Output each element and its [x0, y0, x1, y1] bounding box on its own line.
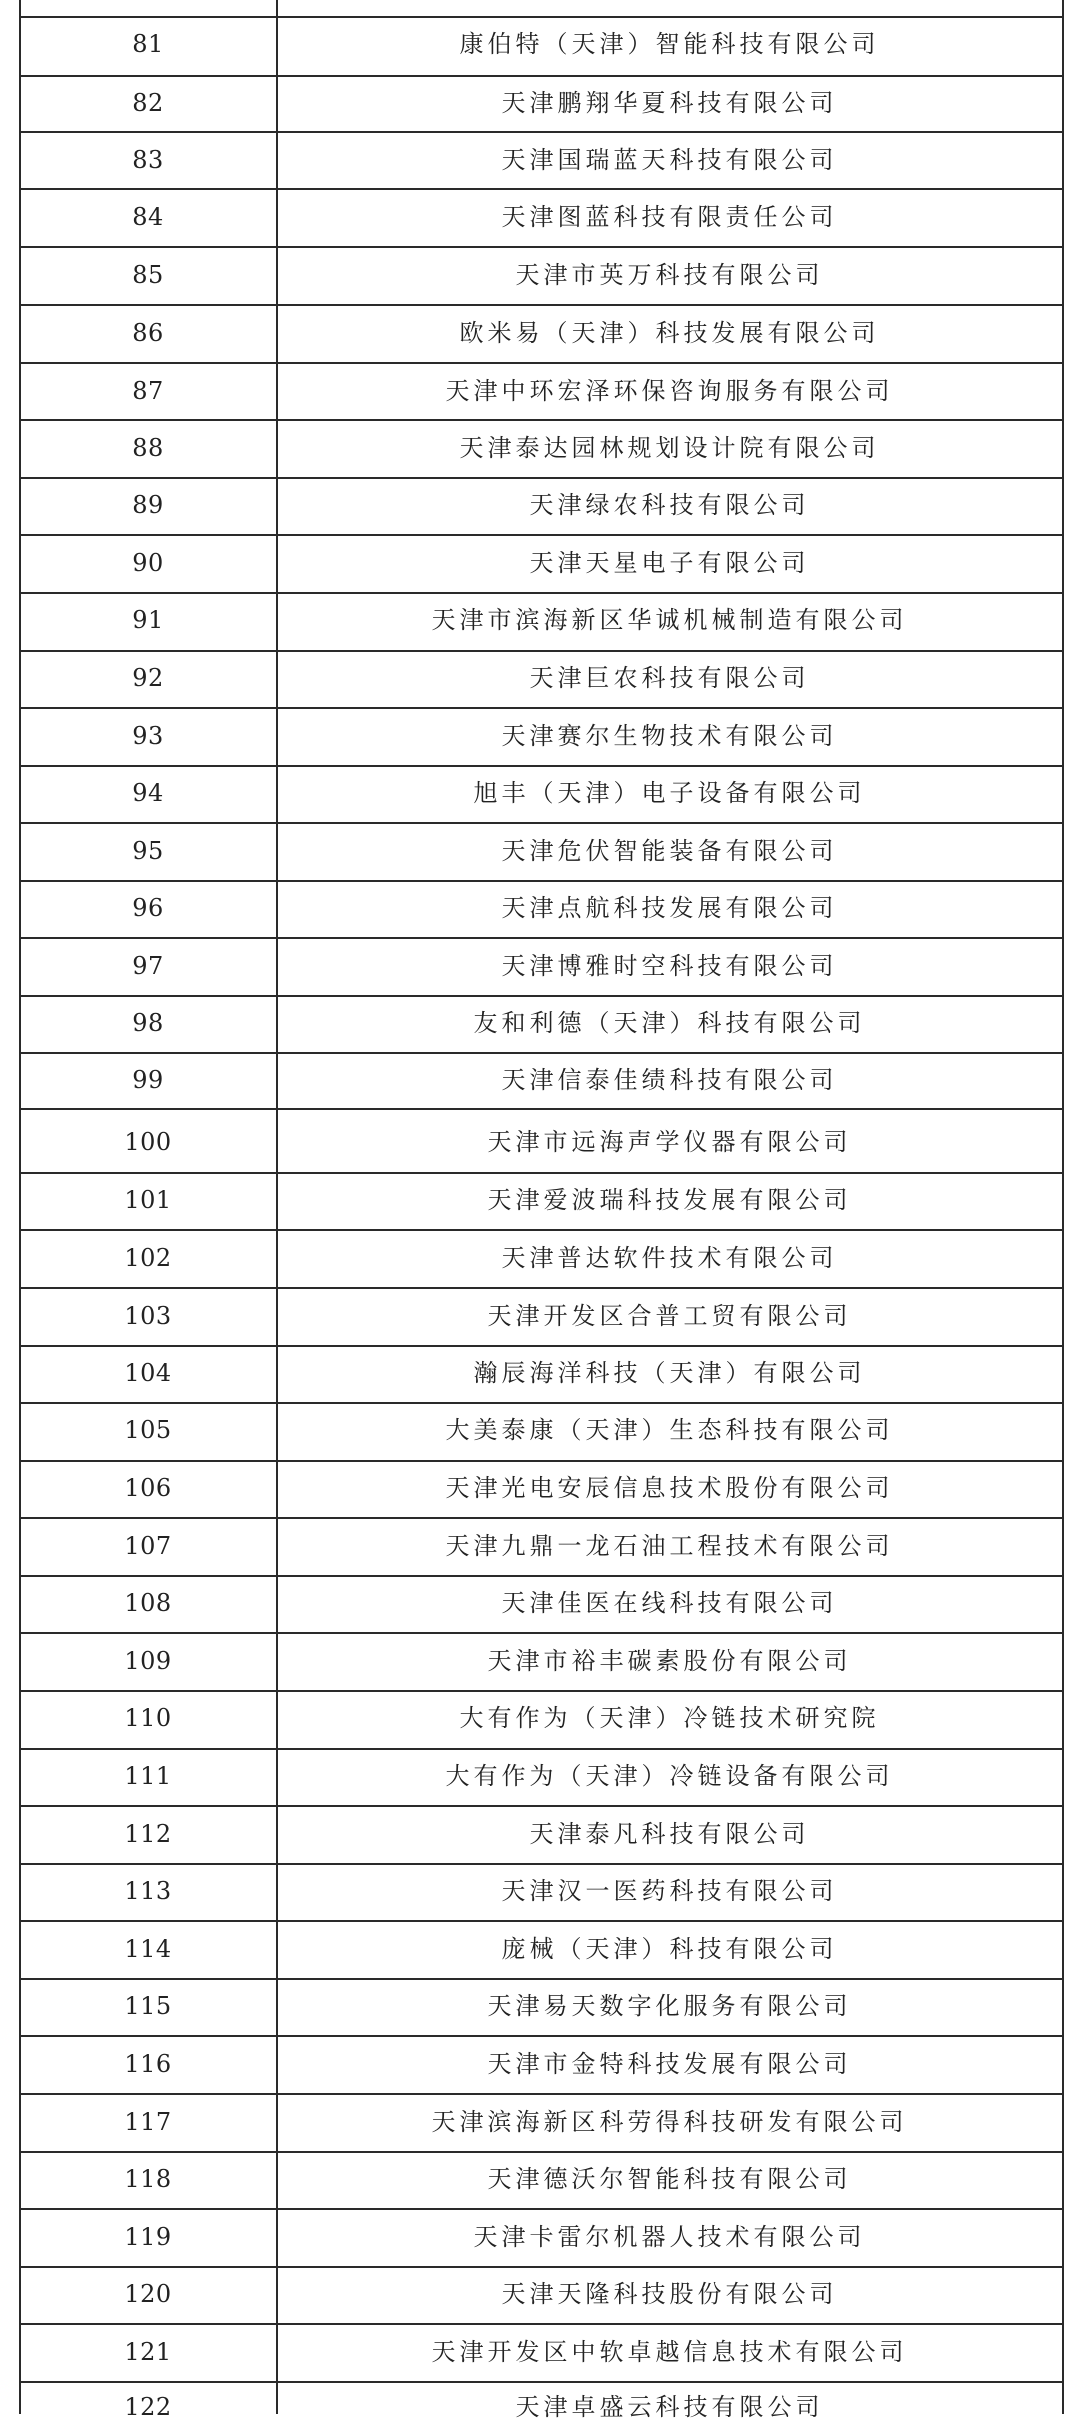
table-row	[20, 662, 1062, 694]
company-name: 庞械（天津）科技有限公司	[501, 1935, 838, 1963]
table-row-divider	[19, 1460, 1064, 1462]
table-row-divider	[19, 1108, 1064, 1110]
row-number: 94	[132, 779, 164, 807]
table-row-divider	[19, 75, 1064, 77]
table-row-divider	[19, 1863, 1064, 1865]
table-row	[20, 1184, 1062, 1216]
row-number: 106	[124, 1474, 172, 1502]
table-row-divider	[19, 419, 1064, 421]
table-row	[20, 1007, 1062, 1039]
row-number: 112	[124, 1820, 172, 1848]
row-number: 116	[124, 2050, 172, 2078]
table-row-divider	[19, 765, 1064, 767]
table-row	[20, 720, 1062, 752]
table-row-divider	[19, 1748, 1064, 1750]
row-number: 115	[124, 1992, 172, 2020]
company-name: 友和利德（天津）科技有限公司	[473, 1009, 866, 1037]
row-number: 88	[132, 434, 164, 462]
table-row-divider	[19, 362, 1064, 364]
table-row-divider	[19, 880, 1064, 882]
row-number: 85	[132, 261, 164, 289]
row-number: 83	[132, 146, 164, 174]
table-row	[20, 1702, 1062, 1734]
row-number: 105	[124, 1416, 172, 1444]
company-name: 天津国瑞蓝天科技有限公司	[501, 146, 838, 174]
table-row	[20, 1645, 1062, 1677]
company-name: 天津爱波瑞科技发展有限公司	[487, 1186, 852, 1214]
table-row-divider	[19, 707, 1064, 709]
company-name: 天津天星电子有限公司	[529, 549, 810, 577]
table-row	[20, 547, 1062, 579]
table-row-divider	[19, 2093, 1064, 2095]
table-row-divider	[19, 1805, 1064, 1807]
table-row	[20, 259, 1062, 291]
table-row-divider	[19, 1978, 1064, 1980]
row-number: 82	[132, 89, 164, 117]
company-name: 天津易天数字化服务有限公司	[487, 1992, 852, 2020]
row-number: 114	[124, 1935, 172, 1963]
table-row	[20, 1242, 1062, 1274]
table-row-divider	[19, 1690, 1064, 1692]
table-row-divider	[19, 995, 1064, 997]
table-row	[20, 1990, 1062, 2022]
company-name: 天津市裕丰碳素股份有限公司	[487, 1647, 852, 1675]
row-number: 103	[124, 1302, 172, 1330]
table-row	[20, 1064, 1062, 1096]
row-number: 98	[132, 1009, 164, 1037]
table-row	[20, 2163, 1062, 2195]
table-row	[20, 489, 1062, 521]
company-name: 天津开发区中软卓越信息技术有限公司	[431, 2338, 908, 2366]
table-row	[20, 1126, 1062, 1158]
company-name: 天津光电安辰信息技术股份有限公司	[445, 1474, 894, 1502]
company-name: 大美泰康（天津）生态科技有限公司	[445, 1416, 894, 1444]
company-name: 天津市金特科技发展有限公司	[487, 2050, 852, 2078]
company-name: 天津图蓝科技有限责任公司	[501, 203, 838, 231]
table-row	[20, 1875, 1062, 1907]
table-row-divider	[19, 16, 1064, 18]
row-number: 113	[124, 1877, 172, 1905]
company-name: 天津点航科技发展有限公司	[501, 894, 838, 922]
company-name: 天津汉一医药科技有限公司	[501, 1877, 838, 1905]
table-row-divider	[19, 477, 1064, 479]
company-name: 天津巨农科技有限公司	[529, 664, 810, 692]
table-row-divider	[19, 1920, 1064, 1922]
company-name: 大有作为（天津）冷链设备有限公司	[445, 1762, 894, 1790]
table-row	[20, 375, 1062, 407]
table-row	[20, 835, 1062, 867]
table-row-divider	[19, 131, 1064, 133]
table-row	[20, 2048, 1062, 2080]
table-row	[20, 201, 1062, 233]
table-row-divider	[19, 1517, 1064, 1519]
table-row-divider	[19, 188, 1064, 190]
company-name: 天津普达软件技术有限公司	[501, 1244, 838, 1272]
row-number: 87	[132, 377, 164, 405]
company-name: 天津危伏智能装备有限公司	[501, 837, 838, 865]
table-row	[20, 28, 1062, 60]
table-row	[20, 87, 1062, 119]
row-number: 96	[132, 894, 164, 922]
table-row	[20, 892, 1062, 924]
company-name: 天津开发区合普工贸有限公司	[487, 1302, 852, 1330]
company-name: 天津德沃尔智能科技有限公司	[487, 2165, 852, 2193]
table-row-divider	[19, 1052, 1064, 1054]
table-row	[20, 1300, 1062, 1332]
table-row-divider	[19, 822, 1064, 824]
row-number: 117	[124, 2108, 172, 2136]
row-number: 89	[132, 491, 164, 519]
table-row	[20, 2106, 1062, 2138]
company-name: 天津中环宏泽环保咨询服务有限公司	[445, 377, 894, 405]
row-number: 99	[132, 1066, 164, 1094]
row-number: 102	[124, 1244, 172, 1272]
table-row	[20, 1530, 1062, 1562]
table-row	[20, 1818, 1062, 1850]
table-row	[20, 1357, 1062, 1389]
row-number: 101	[124, 1186, 172, 1214]
table-row-divider	[19, 304, 1064, 306]
row-number: 120	[124, 2280, 172, 2308]
table-row	[20, 2278, 1062, 2310]
table-row	[20, 1587, 1062, 1619]
company-name: 旭丰（天津）电子设备有限公司	[473, 779, 866, 807]
company-name: 天津天隆科技股份有限公司	[501, 2280, 838, 2308]
company-name: 天津赛尔生物技术有限公司	[501, 722, 838, 750]
table-row-divider	[19, 2381, 1064, 2383]
table-row-divider	[19, 937, 1064, 939]
company-name: 天津滨海新区科劳得科技研发有限公司	[431, 2108, 908, 2136]
table-row-divider	[19, 592, 1064, 594]
row-number: 122	[124, 2393, 172, 2421]
row-number: 91	[132, 606, 164, 634]
table-row	[20, 144, 1062, 176]
table-row	[20, 1760, 1062, 1792]
table-row-divider	[19, 2035, 1064, 2037]
row-number: 121	[124, 2338, 172, 2366]
table-row	[20, 777, 1062, 809]
table-row	[20, 2391, 1062, 2423]
company-name: 天津泰达园林规划设计院有限公司	[459, 434, 880, 462]
row-number: 92	[132, 664, 164, 692]
row-number: 86	[132, 319, 164, 347]
company-name: 天津博雅时空科技有限公司	[501, 952, 838, 980]
table-row-divider	[19, 1229, 1064, 1231]
table-row-divider	[19, 1632, 1064, 1634]
row-number: 107	[124, 1532, 172, 1560]
company-name: 天津佳医在线科技有限公司	[501, 1589, 838, 1617]
table-row-divider	[19, 1287, 1064, 1289]
table-row	[20, 2336, 1062, 2368]
row-number: 119	[124, 2223, 172, 2251]
table-row-divider	[19, 2323, 1064, 2325]
row-number: 118	[124, 2165, 172, 2193]
company-name: 欧米易（天津）科技发展有限公司	[459, 319, 880, 347]
table-row-divider	[19, 1575, 1064, 1577]
company-name: 天津信泰佳绩科技有限公司	[501, 1066, 838, 1094]
company-name: 康伯特（天津）智能科技有限公司	[459, 30, 880, 58]
table-row-divider	[19, 2151, 1064, 2153]
row-number: 108	[124, 1589, 172, 1617]
company-name: 大有作为（天津）冷链技术研究院	[459, 1704, 880, 1732]
table-row	[20, 1414, 1062, 1446]
company-name: 天津市滨海新区华诚机械制造有限公司	[431, 606, 908, 634]
row-number: 104	[124, 1359, 172, 1387]
table-row	[20, 317, 1062, 349]
row-number: 111	[124, 1762, 172, 1790]
row-number: 97	[132, 952, 164, 980]
table-row	[20, 950, 1062, 982]
row-number: 84	[132, 203, 164, 231]
table-row	[20, 2221, 1062, 2253]
table-row	[20, 1933, 1062, 1965]
table-row-divider	[19, 1345, 1064, 1347]
row-number: 90	[132, 549, 164, 577]
row-number: 93	[132, 722, 164, 750]
company-name: 天津市远海声学仪器有限公司	[487, 1128, 852, 1156]
company-name: 瀚辰海洋科技（天津）有限公司	[473, 1359, 866, 1387]
table-row	[20, 432, 1062, 464]
company-name: 天津泰凡科技有限公司	[529, 1820, 810, 1848]
table-row	[20, 1472, 1062, 1504]
table-row-divider	[19, 1172, 1064, 1174]
company-name: 天津卡雷尔机器人技术有限公司	[473, 2223, 866, 2251]
table-row-divider	[19, 534, 1064, 536]
row-number: 100	[124, 1128, 172, 1156]
table-row-divider	[19, 2208, 1064, 2210]
table-row-divider	[19, 246, 1064, 248]
row-number: 81	[132, 30, 164, 58]
company-name: 天津九鼎一龙石油工程技术有限公司	[445, 1532, 894, 1560]
row-number: 110	[124, 1704, 172, 1732]
row-number: 109	[124, 1647, 172, 1675]
company-name: 天津卓盛云科技有限公司	[515, 2393, 824, 2421]
table-row	[20, 604, 1062, 636]
company-name: 天津市英万科技有限公司	[515, 261, 824, 289]
table-row-divider	[19, 1402, 1064, 1404]
table-row-divider	[19, 2266, 1064, 2268]
row-number: 95	[132, 837, 164, 865]
table-row-divider	[19, 650, 1064, 652]
company-name: 天津绿农科技有限公司	[529, 491, 810, 519]
company-name: 天津鹏翔华夏科技有限公司	[501, 89, 838, 117]
